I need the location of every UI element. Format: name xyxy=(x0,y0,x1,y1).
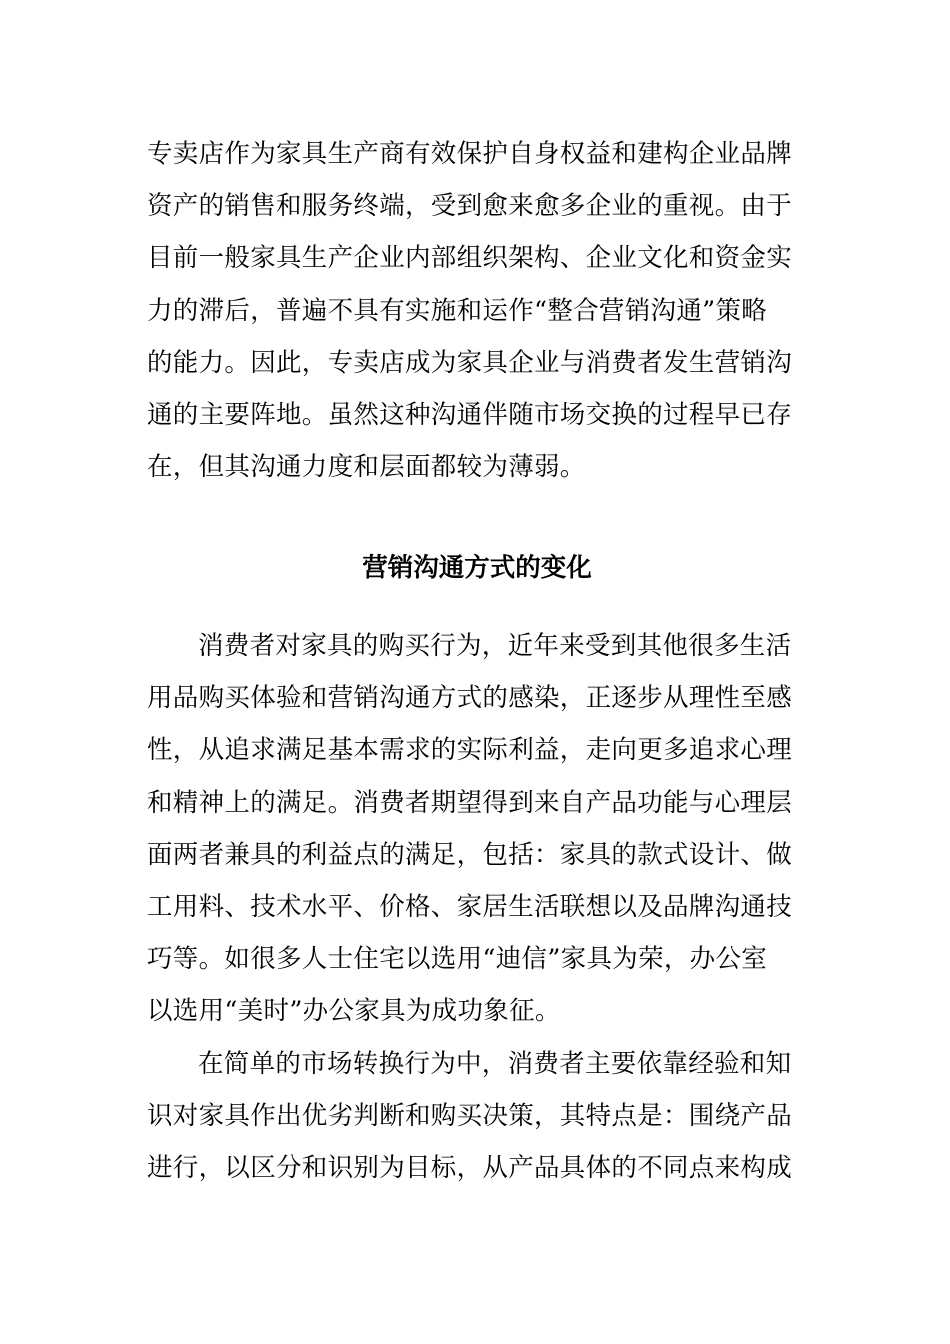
text-line: 面两者兼具的利益点的满足，包括：家具的款式设计、做 xyxy=(147,839,793,870)
text-line: 在简单的市场转换行为中，消费者主要依靠经验和知 xyxy=(198,1049,792,1079)
text-line: 工用料、技术水平、价格、家居生活联想以及品牌沟通技 xyxy=(147,892,793,923)
text-line: 消费者对家具的购买行为，近年来受到其他很多生活 xyxy=(198,631,792,661)
paragraph-market-exchange xyxy=(147,1038,807,1195)
text-line: 和精神上的满足。消费者期望得到来自产品功能与心理层 xyxy=(147,787,793,818)
text-line: 用品购买体验和营销沟通方式的感染，正逐步从理性至感 xyxy=(147,683,793,714)
text-line: 通的主要阵地。虽然这种沟通伴随市场交换的过程早已存 xyxy=(147,400,793,431)
text-line: 在，但其沟通力度和层面都较为薄弱。 xyxy=(147,452,586,483)
text-line: 的能力。因此，专卖店成为家具企业与消费者发生营销沟 xyxy=(147,347,793,378)
text-line: 资产的销售和服务终端，受到愈来愈多企业的重视。由于 xyxy=(147,191,793,222)
paragraph-consumer-behavior xyxy=(147,620,807,1038)
text-line: 专卖店作为家具生产商有效保护自身权益和建构企业品牌 xyxy=(147,139,793,169)
text-line: 性，从追求满足基本需求的实际利益，走向更多追求心理 xyxy=(147,735,793,766)
text-line: 力的滞后，普遍不具有实施和运作“整合营销沟通”策略 xyxy=(147,295,768,326)
text-line: 进行，以区分和识别为目标，从产品具体的不同点来构成 xyxy=(147,1153,793,1184)
text-line: 以选用“美时”办公家具为成功象征。 xyxy=(147,996,561,1027)
text-line: 识对家具作出优劣判断和购买决策，其特点是：围绕产品 xyxy=(147,1101,793,1132)
paragraph-intro xyxy=(147,128,807,493)
text-line: 目前一般家具生产企业内部组织架构、企业文化和资金实 xyxy=(147,243,793,274)
text-line: 巧等。如很多人士住宅以选用“迪信”家具为荣，办公室 xyxy=(147,944,768,975)
section-heading: 营销沟通方式的变化 xyxy=(362,553,592,583)
